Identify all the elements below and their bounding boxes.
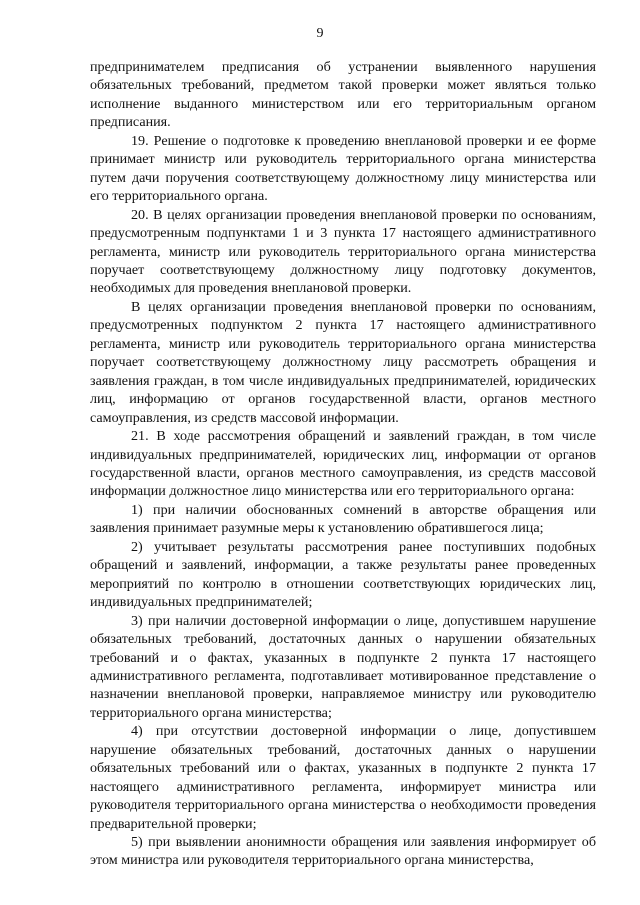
paragraph-19: 19. Решение о подготовке к проведению внеплановой проверки и ее форме принимает министр или руководитель территориального органа министерства путем дачи поручения соответствующему должностному лицу министерства или его территориального органа. [90, 132, 596, 205]
paragraph-21-item-4: 4) при отсутствии достоверной информации о лице, допустившем нарушение обязательных требований, достаточных данных о нарушении обязательных требований или о фактах, указанных в подпункте 2 пункта 17 настоящего административного регламента, информирует министра или руководителя территориального органа министерства о необходимости проведения предварительной проверки; [90, 723, 596, 832]
paragraph-21-item-5: 5) при выявлении анонимности обращения или заявления информирует об этом министра или руководителя территориального органа министерства, [90, 834, 596, 869]
paragraph-continuation: предпринимателем предписания об устранении выявленного нарушения обязательных требований, предметом такой проверки может являться только исполнение выданного министерством или его территориальным органом предписания. [90, 59, 596, 131]
paragraph-20: 20. В целях организации проведения внеплановой проверки по основаниям, предусмотренным подпунктами 1 и 3 пункта 17 настоящего административного регламента, министр или руководитель территориального органа министерства поручает соответствующему должностному лицу подготовку документов, необходимых для проведения внеплановой проверки. [90, 206, 596, 297]
paragraph-20-second: В целях организации проведения внеплановой проверки по основаниям, предусмотренных подпунктом 2 пункта 17 настоящего административного регламента, министр или руководитель территориального органа министерства поручает соответствующему должностному лицу рассмотреть обращения и заявления граждан, в том числе индивидуальных предпринимателей, юридических лиц, информацию от органов государственной власти, органов местного самоуправления, из средств массовой информации. [90, 298, 596, 426]
paragraph-21-item-1: 1) при наличии обоснованных сомнений в авторстве обращения или заявления принимает разумные меры к установлению обратившегося лица; [90, 501, 596, 537]
paragraph-21-item-2: 2) учитывает результаты рассмотрения ранее поступивших подобных обращений и заявлений, информации, а также результаты ранее проведенных мероприятий по контролю в отношении соответствующих юридических лиц, индивидуальных предпринимателей; [90, 538, 596, 611]
paragraph-21-item-3: 3) при наличии достоверной информации о лице, допустившем нарушение обязательных требований, достаточных данных о нарушении обязательных требований и о фактах, указанных в подпункте 2 пункта 17 настоящего административного регламента, подготавливает мотивированное представление о назначении внеплановой проверки, направляемое министру или руководителю территориального органа министерства; [90, 612, 596, 721]
document-body [90, 58, 596, 870]
paragraph-21: 21. В ходе рассмотрения обращений и заявлений граждан, в том числе индивидуальных предпринимателей, юридических лиц, информации от органов государственной власти, органов местного самоуправления, из средств массовой информации должностное лицо министерства или его территориального органа: [90, 428, 596, 500]
page-number: 9 [316, 26, 324, 41]
